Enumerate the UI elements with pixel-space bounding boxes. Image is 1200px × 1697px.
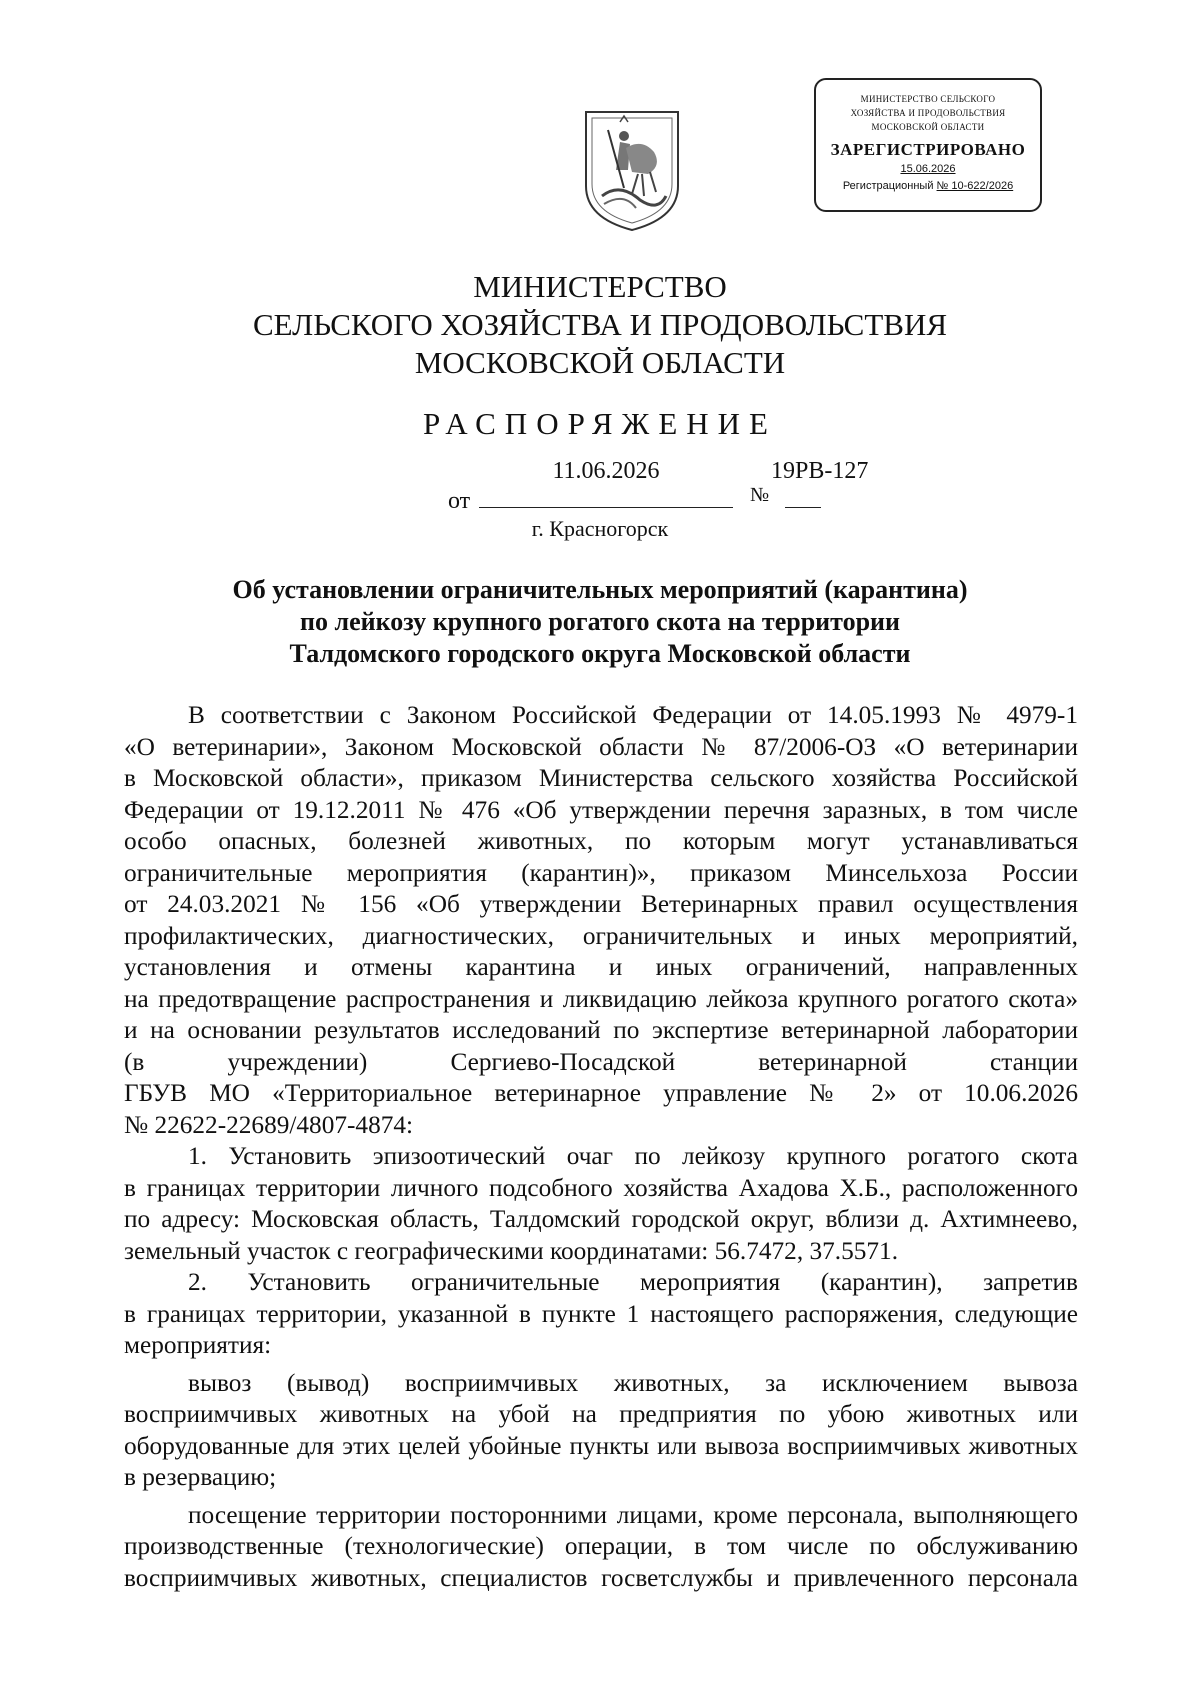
body-line: (в учреждении) Сергиево-Посадской ветеринарной станции	[124, 1047, 1078, 1076]
stamp-reg-number: № 10-622/2026	[936, 180, 1014, 192]
registration-stamp	[814, 78, 1042, 212]
stamp-org-line2: ХОЗЯЙСТВА И ПРОДОВОЛЬСТВИЯ	[850, 108, 1006, 118]
body-line: от 24.03.2021 № 156 «Об утверждении Ветеринарных правил осуществления	[124, 890, 1078, 918]
date-prefix: от	[448, 488, 471, 514]
body-line: восприимчивых животных на убой на предприятия по убою животных или	[124, 1400, 1078, 1428]
body-line: особо опасных, болезней животных, по которым могут устанавливаться	[124, 827, 1078, 855]
document-date: 11.06.2026	[552, 458, 660, 484]
stamp-date: 15.06.2026	[900, 163, 956, 175]
body-line: на предотвращение распространения и ликвидацию лейкоза крупного рогатого скота»	[124, 984, 1078, 1013]
city: г. Красногорск	[531, 516, 669, 541]
body-line: установления и отмены карантина и иных ограничений, направленных	[124, 953, 1078, 981]
body-line: в границах территории, указанной в пункте 1 настоящего распоряжения, следующие	[124, 1299, 1078, 1328]
document-type: РАСПОРЯЖЕНИЕ	[423, 406, 777, 441]
body-line: в резервацию;	[124, 1463, 277, 1491]
coat-of-arms-emblem	[580, 108, 684, 234]
body-line: № 22622-22689/4807-4874:	[124, 1110, 414, 1139]
body-line: 1. Установить эпизоотический очаг по лейкозу крупного рогатого скота	[188, 1142, 1078, 1170]
ministry-heading	[0, 268, 1200, 382]
stamp-registration	[816, 180, 1040, 192]
body-line: восприимчивых животных, специалистов госветслужбы и привлеченного персонала	[124, 1563, 1078, 1592]
body-line: оборудованные для этих целей убойные пункты или вывоза восприимчивых животных	[124, 1431, 1078, 1460]
title-line3: Талдомского городского округа Московской области	[289, 639, 911, 668]
number-underline	[785, 507, 821, 508]
body-line: мероприятия:	[124, 1331, 272, 1359]
body-line: посещение территории посторонними лицами, кроме персонала, выполняющего	[188, 1500, 1078, 1529]
ministry-line1: МИНИСТЕРСТВО	[473, 269, 727, 304]
body-line: ГБУВ МО «Территориальное ветеринарное управление № 2» от 10.06.2026	[124, 1079, 1078, 1107]
stamp-org-line1: МИНИСТЕРСТВО СЕЛЬСКОГО	[860, 94, 996, 104]
body-line: земельный участок с географическими координатами: 56.7472, 37.5571.	[124, 1236, 899, 1265]
body-line: «О ветеринарии», Законом Московской области № 87/2006-ОЗ «О ветеринарии	[124, 732, 1078, 761]
title-line1: Об установлении ограничительных мероприятий (карантина)	[232, 575, 968, 604]
number-prefix: №	[750, 484, 770, 506]
body-line: Федерации от 19.12.2011 № 476 «Об утверждении перечня заразных, в том числе	[124, 795, 1078, 824]
body-line: производственные (технологические) операции, в том числе по обслуживанию	[124, 1532, 1078, 1560]
stamp-status: ЗАРЕГИСТРИРОВАНО	[830, 140, 1026, 159]
stamp-reg-label: Регистрационный	[842, 180, 937, 192]
document-number: 19РВ-127	[771, 458, 869, 484]
date-underline	[479, 507, 733, 508]
date-number-line	[0, 458, 1200, 514]
body-line: профилактических, диагностических, ограничительных и иных мероприятий,	[124, 921, 1078, 950]
body-line: в Московской области», приказом Министерства сельского хозяйства Российской	[124, 764, 1078, 792]
body-line: в границах территории личного подсобного хозяйства Ахадова Х.Б., расположенного	[124, 1173, 1078, 1202]
document-body	[124, 700, 1078, 1594]
body-line: В соответствии с Законом Российской Федерации от 14.05.1993 № 4979-1	[188, 701, 1078, 729]
body-line: вывоз (вывод) восприимчивых животных, за исключением вывоза	[188, 1368, 1078, 1397]
title-line2: по лейкозу крупного рогатого скота на территории	[300, 607, 900, 636]
body-line: и на основании результатов исследований по экспертизе ветеринарной лаборатории	[124, 1016, 1078, 1044]
body-line: ограничительные мероприятия (карантин)», приказом Минсельхоза России	[124, 858, 1078, 887]
body-line: 2. Установить ограничительные мероприятия (карантин), запретив	[188, 1268, 1078, 1296]
body-line: по адресу: Московская область, Талдомский городской округ, вблизи д. Ахтимнеево,	[124, 1205, 1078, 1233]
ministry-line2: СЕЛЬСКОГО ХОЗЯЙСТВА И ПРОДОВОЛЬСТВИЯ	[252, 307, 948, 342]
stamp-org-line3: МОСКОВСКОЙ ОБЛАСТИ	[871, 122, 985, 132]
ministry-line3: МОСКОВСКОЙ ОБЛАСТИ	[414, 345, 786, 380]
document-title	[0, 574, 1200, 670]
